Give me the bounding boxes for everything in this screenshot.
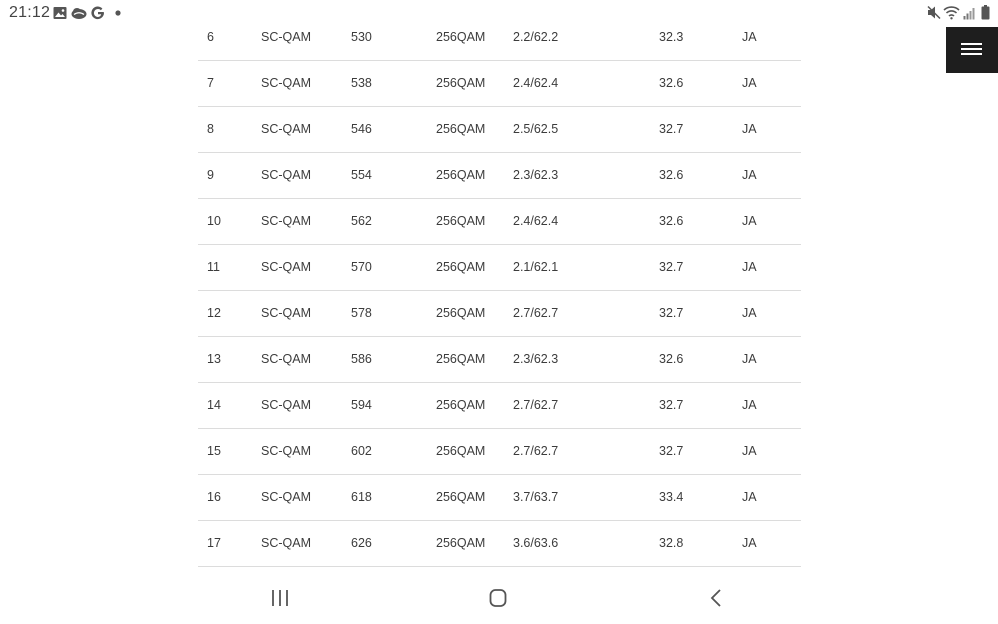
signal-icon: [963, 5, 976, 20]
cell-type: SC-QAM: [261, 490, 311, 504]
recent-apps-icon[interactable]: [260, 586, 300, 610]
cell-modulation: 256QAM: [436, 76, 486, 90]
cell-modulation: 256QAM: [436, 352, 486, 366]
cell-lock-status: JA: [742, 352, 757, 366]
menu-button[interactable]: [946, 27, 998, 73]
cell-snr: 32.8: [659, 536, 684, 550]
cell-snr: 32.6: [659, 214, 684, 228]
cell-power: 2.7/62.7: [513, 444, 559, 458]
cell-snr: 32.7: [659, 444, 684, 458]
cell-lock-status: JA: [742, 122, 757, 136]
cell-channel: 9: [207, 168, 214, 182]
table-row: [198, 152, 801, 198]
navigation-bar: [0, 572, 998, 624]
cell-channel: 17: [207, 536, 221, 550]
cell-frequency: 562: [351, 214, 372, 228]
cell-snr: 32.7: [659, 260, 684, 274]
cell-type: SC-QAM: [261, 122, 311, 136]
table-row: [198, 520, 801, 566]
table-row: [198, 106, 801, 152]
cell-power: 2.7/62.7: [513, 306, 559, 320]
cell-type: SC-QAM: [261, 29, 311, 44]
cell-type: SC-QAM: [261, 306, 311, 320]
cell-modulation: 256QAM: [436, 398, 486, 412]
cell-power: 2.1/62.1: [513, 260, 559, 274]
cell-snr: 32.6: [659, 168, 684, 182]
wifi-icon: [943, 5, 960, 20]
cell-modulation: 256QAM: [436, 306, 486, 320]
cell-type: SC-QAM: [261, 536, 311, 550]
cell-lock-status: JA: [742, 306, 757, 320]
cell-channel: 14: [207, 398, 221, 412]
cell-power: 2.2/62.2: [513, 29, 559, 44]
cell-type: SC-QAM: [261, 168, 311, 182]
channel-table-body: [198, 14, 801, 566]
cell-power: 2.3/62.3: [513, 168, 559, 182]
cell-type: SC-QAM: [261, 260, 311, 274]
cell-channel: 15: [207, 444, 221, 458]
cell-snr: 32.6: [659, 76, 684, 90]
cell-lock-status: JA: [742, 76, 757, 90]
cell-modulation: 256QAM: [436, 260, 486, 274]
cell-channel: 7: [207, 76, 214, 90]
cell-type: SC-QAM: [261, 398, 311, 412]
channel-table-container: [198, 14, 801, 567]
cell-modulation: 256QAM: [436, 168, 486, 182]
cell-power: 3.6/63.6: [513, 536, 559, 550]
cell-type: SC-QAM: [261, 214, 311, 228]
cell-modulation: 256QAM: [436, 490, 486, 504]
cell-snr: 32.7: [659, 122, 684, 136]
cell-type: SC-QAM: [261, 352, 311, 366]
cell-power: 2.7/62.7: [513, 398, 559, 412]
dot-icon: [114, 6, 122, 20]
cell-channel: 8: [207, 122, 214, 136]
cell-frequency: 578: [351, 306, 372, 320]
home-icon[interactable]: [478, 586, 518, 610]
cell-snr: 32.7: [659, 306, 684, 320]
table-row: [198, 336, 801, 382]
cell-channel: 6: [207, 29, 214, 44]
table-row: [198, 428, 801, 474]
status-time: 21:12: [9, 4, 51, 21]
cell-snr: 32.6: [659, 352, 684, 366]
cell-frequency: 602: [351, 444, 372, 458]
table-row: [198, 14, 801, 60]
hamburger-icon-bar: [961, 53, 982, 55]
image-icon: [53, 6, 67, 20]
cell-frequency: 554: [351, 168, 372, 182]
cell-channel: 11: [207, 260, 220, 274]
cell-lock-status: JA: [742, 536, 757, 550]
cell-frequency: 546: [351, 122, 372, 136]
battery-icon: [981, 5, 990, 20]
back-icon[interactable]: [696, 586, 736, 610]
cell-lock-status: JA: [742, 444, 757, 458]
mute-icon: [927, 5, 941, 20]
cell-power: 2.4/62.4: [513, 214, 559, 228]
cell-snr: 33.4: [659, 490, 684, 504]
cell-frequency: 570: [351, 260, 372, 274]
cell-modulation: 256QAM: [436, 122, 486, 136]
cell-power: 2.5/62.5: [513, 122, 559, 136]
cell-type: SC-QAM: [261, 444, 311, 458]
cell-power: 2.3/62.3: [513, 352, 559, 366]
cell-modulation: 256QAM: [436, 29, 486, 44]
cell-frequency: 594: [351, 398, 372, 412]
table-row: [198, 382, 801, 428]
cell-channel: 10: [207, 214, 221, 228]
table-row: [198, 474, 801, 520]
cell-snr: 32.7: [659, 398, 684, 412]
cell-lock-status: JA: [742, 490, 757, 504]
cell-power: 2.4/62.4: [513, 76, 559, 90]
cell-type: SC-QAM: [261, 76, 311, 90]
cell-snr: 32.3: [659, 29, 684, 44]
table-row: [198, 198, 801, 244]
cell-lock-status: JA: [742, 398, 757, 412]
cell-lock-status: JA: [742, 29, 757, 44]
hamburger-icon-bar: [961, 48, 982, 50]
cloud-icon: [71, 6, 87, 20]
cell-modulation: 256QAM: [436, 536, 486, 550]
hamburger-icon: [961, 43, 982, 45]
cell-modulation: 256QAM: [436, 444, 486, 458]
cell-channel: 16: [207, 490, 221, 504]
cell-channel: 13: [207, 352, 221, 366]
cell-power: 3.7/63.7: [513, 490, 559, 504]
cell-lock-status: JA: [742, 260, 757, 274]
google-icon: [91, 6, 105, 20]
table-row: [198, 60, 801, 106]
table-row: [198, 244, 801, 290]
channel-table: [198, 14, 801, 567]
cell-frequency: 538: [351, 76, 372, 90]
cell-channel: 12: [207, 306, 221, 320]
cell-modulation: 256QAM: [436, 214, 486, 228]
table-row: [198, 290, 801, 336]
cell-frequency: 618: [351, 490, 372, 504]
cell-lock-status: JA: [742, 214, 757, 228]
cell-frequency: 586: [351, 352, 372, 366]
cell-frequency: 530: [351, 29, 372, 44]
cell-lock-status: JA: [742, 168, 757, 182]
cell-frequency: 626: [351, 536, 372, 550]
